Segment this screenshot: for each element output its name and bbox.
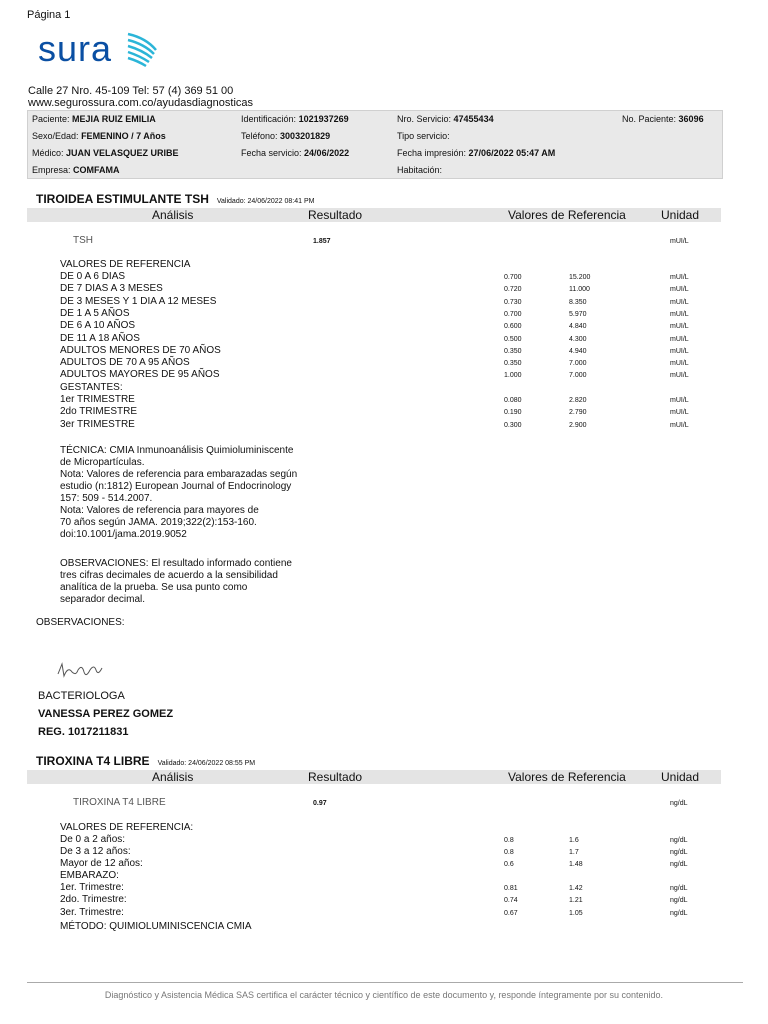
note-line: estudio (n:1812) European Journal of Endocrinology bbox=[60, 481, 292, 492]
patient-sex-age: Sexo/Edad: FEMENINO / 7 Años bbox=[32, 131, 166, 141]
range-unit: ng/dL bbox=[670, 885, 688, 892]
range-unit: mUI/L bbox=[670, 298, 689, 306]
range-max: 4.300 bbox=[569, 335, 587, 343]
range-label: ADULTOS MAYORES DE 95 AÑOS bbox=[60, 369, 220, 381]
note-line: TÉCNICA: CMIA Inmunoanálisis Quimioluminiscente bbox=[60, 445, 294, 456]
range-max: 5.970 bbox=[569, 310, 587, 318]
range-label: 1er TRIMESTRE bbox=[60, 394, 135, 405]
service-type: Tipo servicio: bbox=[397, 131, 450, 141]
range-min: 0.81 bbox=[504, 885, 518, 892]
range-min: 0.67 bbox=[504, 909, 518, 917]
range-label: DE 6 A 10 AÑOS bbox=[60, 320, 136, 332]
note-line: Nota: Valores de referencia para embarazadas según bbox=[60, 469, 298, 480]
signer-name: VANESSA PEREZ GOMEZ bbox=[38, 708, 174, 720]
range-min: 0.74 bbox=[504, 897, 518, 905]
range-min: 0.500 bbox=[504, 335, 522, 343]
range-label: 3er. Trimestre: bbox=[60, 906, 124, 918]
tsh-validated: Validado: 24/06/2022 08:41 PM bbox=[216, 198, 315, 205]
company: Empresa: COMFAMA bbox=[32, 165, 120, 175]
range-min: 0.730 bbox=[504, 298, 522, 306]
range-unit: mUI/L bbox=[670, 335, 689, 343]
range-max: 7.000 bbox=[569, 360, 587, 368]
range-unit: mUI/L bbox=[670, 372, 689, 380]
range-max: 1.42 bbox=[569, 885, 583, 892]
patient-id: Identificación: 1021937269 bbox=[241, 114, 349, 124]
range-min: 0.700 bbox=[504, 310, 522, 318]
signer-reg: REG. 1017211831 bbox=[38, 726, 129, 738]
range-label: De 0 a 2 años: bbox=[60, 834, 126, 845]
logo-text: sura bbox=[38, 28, 113, 69]
range-unit: mUI/L bbox=[670, 360, 689, 368]
range-min: 0.8 bbox=[504, 837, 514, 844]
t4-table-header bbox=[27, 770, 721, 784]
range-max: 11.000 bbox=[569, 286, 590, 294]
tsh-section-title: TIROIDEA ESTIMULANTE TSH Validado: 24/06/2022 08:41 PM bbox=[36, 192, 315, 206]
range-label: DE 11 A 18 AÑOS bbox=[60, 332, 140, 344]
t4-ref-title: VALORES DE REFERENCIA: bbox=[60, 822, 194, 833]
tsh-result: 1.857 bbox=[313, 238, 331, 245]
range-min: 0.700 bbox=[504, 274, 522, 281]
doctor: Médico: JUAN VELASQUEZ URIBE bbox=[32, 148, 179, 158]
range-max: 1.21 bbox=[569, 897, 583, 905]
range-label: DE 3 MESES Y 1 DIA A 12 MESES bbox=[60, 295, 217, 307]
tsh-test-name: TSH bbox=[73, 235, 93, 246]
header-unidad: Unidad bbox=[661, 208, 700, 222]
range-unit: mUI/L bbox=[670, 409, 689, 417]
tsh-observaciones-note bbox=[60, 558, 330, 606]
range-unit: mUI/L bbox=[670, 347, 689, 355]
range-max: 4.940 bbox=[569, 347, 587, 355]
range-unit: ng/dL bbox=[670, 897, 688, 905]
address-line-2: www.segurossura.com.co/ayudasdiagnosticas bbox=[28, 97, 254, 109]
patient-number: No. Paciente: 36096 bbox=[622, 114, 704, 124]
header-analisis: Análisis bbox=[152, 208, 194, 222]
footer-divider bbox=[27, 982, 743, 983]
note-line: de Micropartículas. bbox=[60, 457, 145, 468]
note-line: separador decimal. bbox=[60, 594, 146, 605]
range-label: ADULTOS DE 70 A 95 AÑOS bbox=[60, 357, 190, 369]
note-line: OBSERVACIONES: El resultado informado contiene bbox=[60, 558, 292, 569]
note-line: tres cifras decimales de acuerdo a la sensibilidad bbox=[60, 570, 278, 581]
range-label: Mayor de 12 años: bbox=[60, 858, 143, 869]
range-unit: ng/dL bbox=[670, 861, 688, 868]
print-date: Fecha impresión: 27/06/2022 05:47 AM bbox=[397, 148, 556, 158]
range-label: 3er TRIMESTRE bbox=[60, 418, 135, 430]
tsh-unit: mUI/L bbox=[670, 238, 689, 245]
range-unit: ng/dL bbox=[670, 909, 688, 917]
range-max: 2.790 bbox=[569, 409, 587, 417]
range-label: 1er. Trimestre: bbox=[60, 882, 124, 893]
range-min: 0.720 bbox=[504, 286, 522, 294]
range-label: DE 7 DIAS A 3 MESES bbox=[60, 283, 163, 295]
t4-result: 0.97 bbox=[313, 800, 327, 807]
header-analisis: Análisis bbox=[152, 770, 194, 784]
footer-certification: Diagnóstico y Asistencia Médica SAS certifica el carácter técnico y científico de este documento y, responde íntegramente por su contenido. bbox=[104, 990, 664, 1000]
range-min: 0.600 bbox=[504, 323, 522, 331]
range-max: 8.350 bbox=[569, 298, 587, 306]
patient-info-box bbox=[27, 110, 723, 179]
range-max: 1.7 bbox=[569, 849, 579, 856]
t4-embarazo-label: EMBARAZO: bbox=[60, 870, 119, 881]
range-max: 15.200 bbox=[569, 274, 591, 281]
range-max: 1.6 bbox=[569, 837, 579, 844]
range-unit: ng/dL bbox=[670, 849, 688, 856]
note-line: analítica de la prueba. Se usa punto como bbox=[60, 582, 248, 593]
t4-unit: ng/dL bbox=[670, 800, 688, 807]
tsh-gestantes-label: GESTANTES: bbox=[60, 382, 123, 393]
range-min: 0.350 bbox=[504, 360, 522, 368]
range-label: 2do TRIMESTRE bbox=[60, 406, 138, 418]
t4-section-title: TIROXINA T4 LIBRE Validado: 24/06/2022 08:55 PM bbox=[36, 754, 256, 768]
patient-phone: Teléfono: 3003201829 bbox=[241, 131, 331, 141]
header-unidad: Unidad bbox=[661, 770, 700, 784]
header-referencia: Valores de Referencia bbox=[508, 770, 626, 784]
range-label: De 3 a 12 años: bbox=[60, 846, 131, 857]
tsh-tecnica-note bbox=[60, 445, 330, 541]
room: Habitación: bbox=[397, 165, 443, 175]
range-unit: mUI/L bbox=[670, 323, 689, 331]
note-line: 70 años según JAMA. 2019;322(2):153-160. bbox=[60, 517, 257, 528]
logo-wing-icon bbox=[126, 30, 160, 72]
page-number: Página 1 bbox=[27, 9, 71, 21]
range-max: 2.900 bbox=[569, 421, 587, 429]
address-line-1: Calle 27 Nro. 45-109 Tel: 57 (4) 369 51 00 bbox=[28, 85, 234, 97]
range-label: DE 0 A 6 DIAS bbox=[60, 271, 126, 282]
lab-address bbox=[28, 85, 253, 109]
range-min: 0.190 bbox=[504, 409, 522, 417]
header-resultado: Resultado bbox=[308, 208, 363, 222]
patient-name: Paciente: MEJIA RUIZ EMILIA bbox=[32, 114, 156, 124]
note-line: 157: 509 - 514.2007. bbox=[60, 493, 153, 504]
range-min: 0.350 bbox=[504, 347, 522, 355]
range-label: DE 1 A 5 AÑOS bbox=[60, 307, 130, 319]
tsh-ref-title: VALORES DE REFERENCIA bbox=[60, 259, 191, 270]
range-max: 4.840 bbox=[569, 323, 587, 331]
range-max: 1.48 bbox=[569, 861, 583, 868]
range-label: ADULTOS MENORES DE 70 AÑOS bbox=[60, 344, 221, 356]
range-max: 7.000 bbox=[569, 372, 587, 380]
range-unit: mUI/L bbox=[670, 397, 689, 404]
range-min: 0.6 bbox=[504, 861, 514, 868]
note-line: doi:10.1001/jama.2019.9052 bbox=[60, 529, 187, 540]
observaciones-label: OBSERVACIONES: bbox=[36, 617, 125, 628]
signer-role: BACTERIOLOGA bbox=[38, 690, 125, 702]
range-max: 1.05 bbox=[569, 909, 583, 917]
sura-logo bbox=[38, 28, 168, 78]
range-label: 2do. Trimestre: bbox=[60, 894, 127, 906]
t4-test-name: TIROXINA T4 LIBRE bbox=[73, 797, 166, 808]
tsh-table-header bbox=[27, 208, 721, 222]
note-line: Nota: Valores de referencia para mayores de bbox=[60, 505, 259, 516]
header-resultado: Resultado bbox=[308, 770, 363, 784]
range-unit: mUI/L bbox=[670, 310, 689, 318]
header-referencia: Valores de Referencia bbox=[508, 208, 626, 222]
t4-validated: Validado: 24/06/2022 08:55 PM bbox=[157, 760, 256, 767]
service-number: Nro. Servicio: 47455434 bbox=[397, 114, 494, 124]
signature-icon bbox=[56, 660, 108, 682]
range-unit: mUI/L bbox=[670, 274, 689, 281]
service-date: Fecha servicio: 24/06/2022 bbox=[241, 148, 350, 158]
range-max: 2.820 bbox=[569, 397, 587, 404]
t4-metodo: MÉTODO: QUIMIOLUMINISCENCIA CMIA bbox=[60, 921, 252, 932]
range-unit: mUI/L bbox=[670, 286, 689, 294]
range-unit: mUI/L bbox=[670, 421, 689, 429]
range-min: 0.8 bbox=[504, 849, 514, 856]
range-min: 0.300 bbox=[504, 421, 522, 429]
range-min: 0.080 bbox=[504, 397, 522, 404]
range-unit: ng/dL bbox=[670, 837, 688, 844]
range-min: 1.000 bbox=[504, 372, 522, 380]
